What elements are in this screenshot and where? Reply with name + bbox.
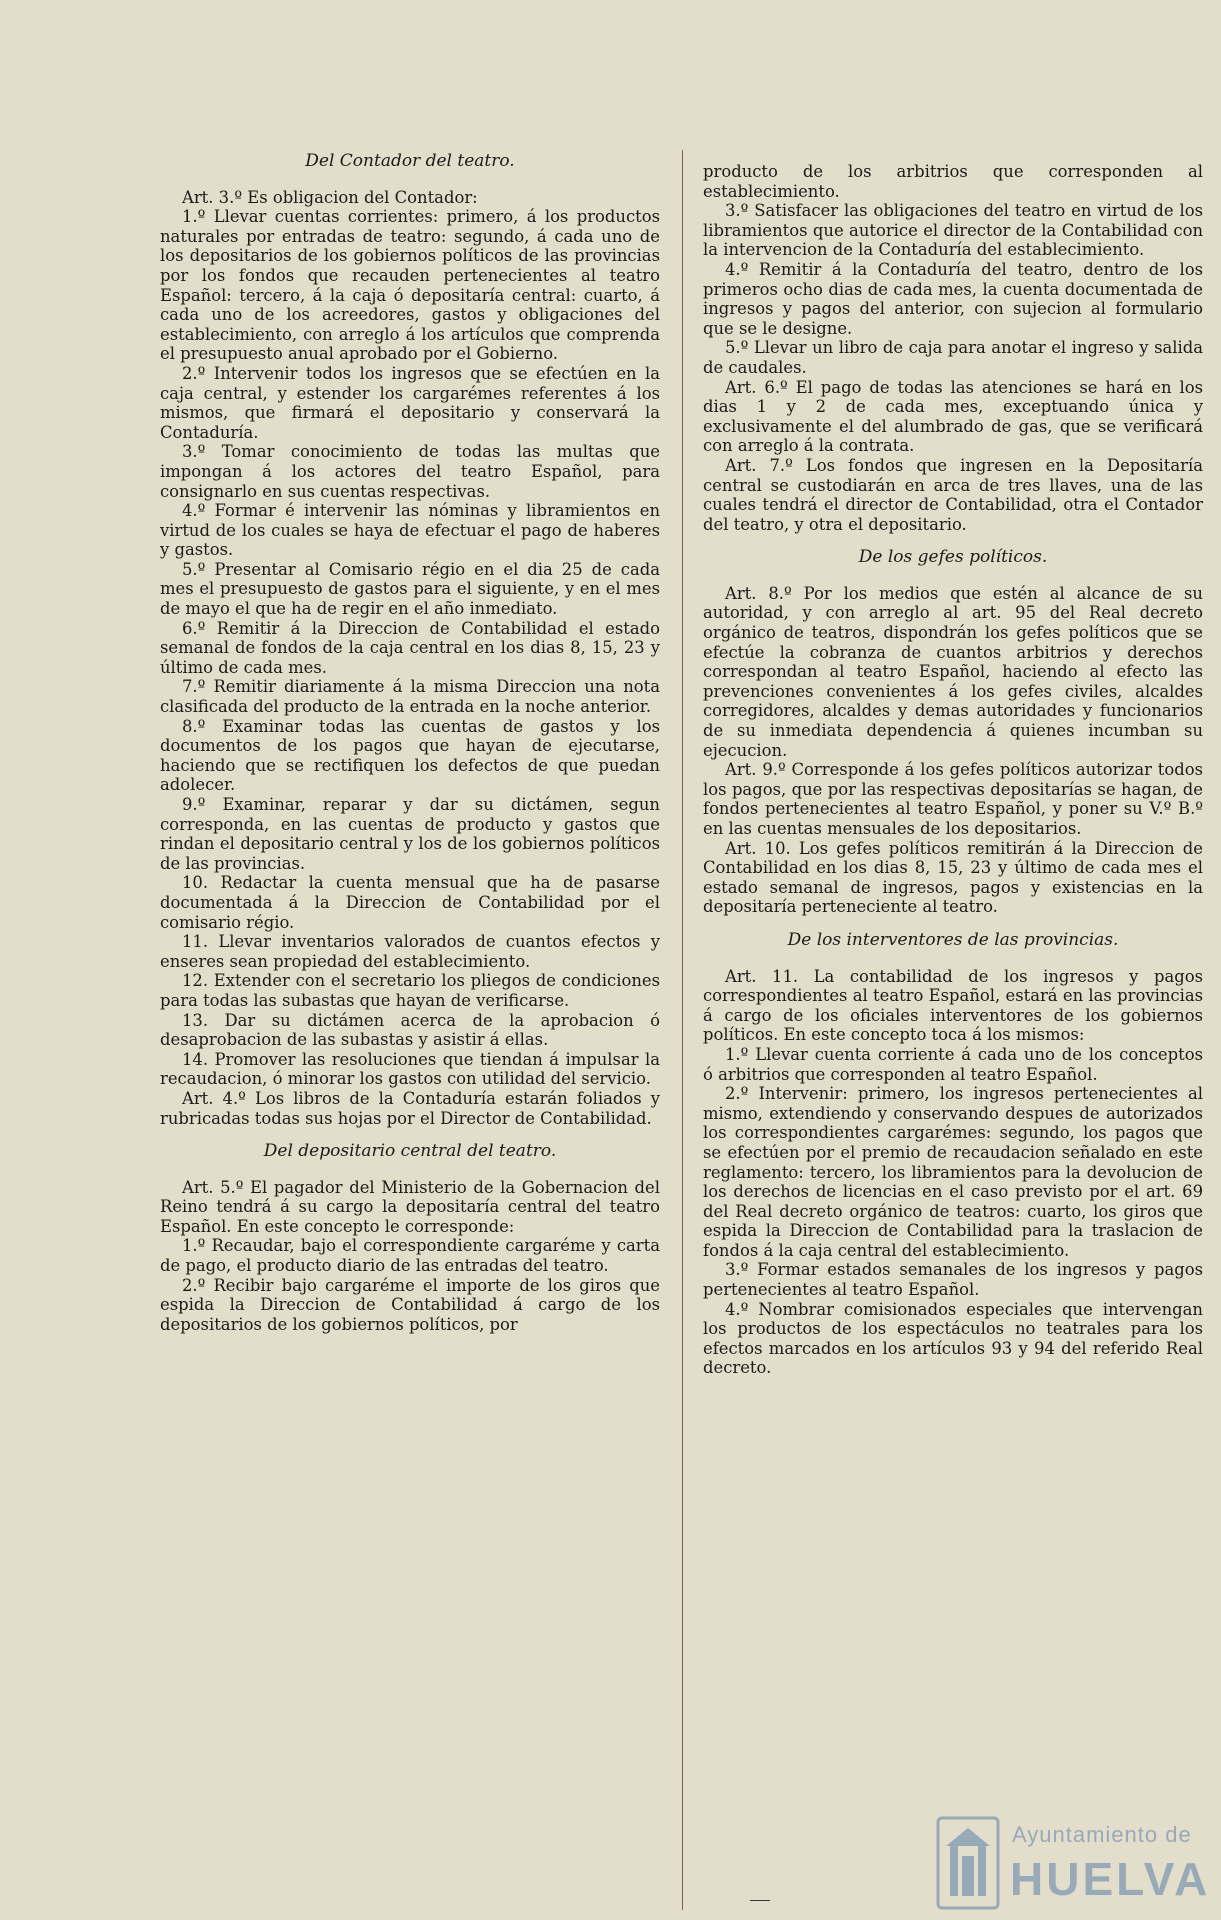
art-3-item-3: 3.º Tomar conocimiento de todas las multas que impongan á los actores del teatro Español, para consignarlo en sus cuentas respectivas. <box>160 442 660 501</box>
art-3-item-12: 12. Extender con el secretario los pliegos de condiciones para todas las subastas que hayan de verificarse. <box>160 971 660 1010</box>
heading-interventores: De los interventores de las provincias. <box>787 929 1119 950</box>
heading-contador: Del Contador del teatro. <box>305 151 515 171</box>
art-5-item-3: 3.º Satisfacer las obligaciones del teatro en virtud de los libramientos que autorice el director de la Contabilidad con la intervencion de la Contaduría del establecimiento. <box>703 201 1203 260</box>
heading-depositario: Del depositario central del teatro. <box>263 1141 557 1162</box>
closing-dash <box>750 1900 770 1901</box>
art-10: Art. 10. Los gefes políticos remitirán á la Direccion de Contabilidad en los dias 8, 15, 23 y último de cada mes el estado semanal de ingresos, pagos y existencias en la depositaría perteneciente al teatro. <box>703 838 1203 917</box>
art-3-item-7: 7.º Remitir diariamente á la misma Direccion una nota clasificada del producto de la entrada en la noche anterior. <box>160 677 660 717</box>
art-11: Art. 11. La contabilidad de los ingresos y pagos correspondientes al teatro Español, estará en las provincias á cargo de los oficiales interventores de los gobiernos políticos. En este concepto toca á los mismos: <box>703 966 1203 1045</box>
art-4: Art. 4.º Los libros de la Contaduría estarán foliados y rubricadas todas sus hojas por el Director de Contabilidad. <box>160 1088 660 1128</box>
art-5-item-2-continued: producto de los arbitrios que corresponden al establecimiento. <box>703 162 1203 201</box>
art-5-item-4: 4.º Remitir á la Contaduría del teatro, dentro de los primeros ocho dias de cada mes, la cuenta documentada de ingresos y pagos del anterior, con sujecion al formulario que se le designe. <box>703 259 1203 338</box>
art-3-item-13: 13. Dar su dictámen acerca de la aprobacion ó desaprobacion de las subastas y asistir á ellas. <box>160 1010 660 1050</box>
watermark-line-2: HUELVA <box>1010 1853 1211 1905</box>
art-3-item-4: 4.º Formar é intervenir las nóminas y libramientos en virtud de los cuales se haya de efectuar el pago de haberes y gastos. <box>160 501 660 560</box>
art-5-item-2: 2.º Recibir bajo cargaréme el importe de los giros que espida la Direccion de Contabilidad á cargo de los depositarios de los gobiernos políticos, por <box>160 1275 660 1334</box>
art-5-item-5: 5.º Llevar un libro de caja para anotar el ingreso y salida de caudales. <box>703 338 1203 377</box>
watermark-line-1: Ayuntamiento de <box>1012 1822 1192 1847</box>
art-3-intro: Art. 3.º Es obligacion del Contador: <box>182 187 478 207</box>
art-7: Art. 7.º Los fondos que ingresen en la Depositaría central se custodiarán en arca de tres llaves, una de las cuales tendrá el director de Contabilidad, otra el Contador del teatro, y otra el depositario. <box>703 455 1203 534</box>
art-11-item-1: 1.º Llevar cuenta corriente á cada uno de los conceptos ó arbitrios que corresponden al teatro Español. <box>703 1044 1203 1084</box>
art-8: Art. 8.º Por los medios que estén al alcance de su autoridad, y con arreglo al art. 95 del Real decreto orgánico de teatros, dispondrán los gefes políticos que se efectúe la cobranza de cuantos arbitrios y derechos correspondan al teatro Español, haciendo al efecto las prevenciones convenientes á los gefes civiles, alcaldes corregidores, alcaldes y demas autoridades y funcionarios de su inmediata dependencia á quienes incumban su ejecucion. <box>703 583 1203 760</box>
art-3-item-8: 8.º Examinar todas las cuentas de gastos y los documentos de los pagos que hayan de ejecutarse, haciendo que se rectifiquen los defectos de que puedan adolecer. <box>160 716 660 795</box>
art-11-item-2: 2.º Intervenir: primero, los ingresos pertenecientes al mismo, extendiendo y conservando despues de autorizados los correspondientes cargarémes: segundo, los pagos que se efectúen por el premio de recaudacion señalado en este reglamento: tercero, los libramientos para la devolucion de los derechos de licencias en el caso previsto por el art. 69 del Real decreto orgánico de teatros: cuarto, los giros que espida la Direccion de Contabilidad para la traslacion de fondos á la caja central del establecimiento. <box>703 1084 1203 1260</box>
art-5: Art. 5.º El pagador del Ministerio de la Gobernacion del Reino tendrá á su cargo la depositaría central del teatro Español. En este concepto le corresponde: <box>160 1177 660 1236</box>
art-3-item-5: 5.º Presentar al Comisario régio en el dia 25 de cada mes el presupuesto de gastos para el siguiente, y en el mes de mayo el que ha de regir en el año inmediato. <box>160 559 660 619</box>
heading-gefes: De los gefes políticos. <box>858 547 1048 568</box>
art-9: Art. 9.º Corresponde á los gefes políticos autorizar todos los pagos, que por las respectivas depositarías se hagan, de fondos pertenecientes al teatro Español, y poner su V.º B.º en las cuentas mensuales de los depositarios. <box>703 760 1203 838</box>
art-5-item-1: 1.º Recaudar, bajo el correspondiente cargaréme y carta de pago, el producto diario de las entradas del teatro. <box>160 1236 660 1276</box>
art-3-item-10: 10. Redactar la cuenta mensual que ha de pasarse documentada á la Direccion de Contabilidad por el comisario régio. <box>160 873 660 932</box>
art-3-item-2: 2.º Intervenir todos los ingresos que se efectúen en la caja central, y estender los cargarémes referentes á los mismos, que firmará el depositario y conservará la Contaduría. <box>160 363 660 442</box>
art-11-item-4: 4.º Nombrar comisionados especiales que intervengan los productos de los espectáculos no teatrales para los efectos marcados en los artículos 93 y 94 del referido Real decreto. <box>703 1299 1203 1378</box>
art-3-item-14: 14. Promover las resoluciones que tiendan á impulsar la recaudacion, ó minorar los gastos con utilidad del servicio. <box>160 1049 660 1089</box>
art-3-item-11: 11. Llevar inventarios valorados de cuantos efectos y enseres sean propiedad del establecimiento. <box>160 932 660 971</box>
right-column <box>703 162 1203 1378</box>
column-divider <box>682 150 683 1910</box>
art-3-item-6: 6.º Remitir á la Direccion de Contabilidad el estado semanal de fondos de la caja central en los dias 8, 15, 23 y último de cada mes. <box>160 618 660 677</box>
art-6: Art. 6.º El pago de todas las atenciones se hará en los dias 1 y 2 de cada mes, exceptuando única y exclusivamente el del alumbrado de gas, que se verificará con arreglo á la contrata. <box>703 377 1203 456</box>
art-3-item-1: 1.º Llevar cuentas corrientes: primero, á los productos naturales por entradas de teatro: segundo, á cada uno de los depositarios de los gobiernos políticos de las provincias por los fondos que recauden pertenecientes al teatro Español: tercero, á la caja ó depositaría central: cuarto, á cada uno de los acreedores, gastos y obligaciones del establecimiento, con arreglo á los artículos que comprenda el presupuesto anual aprobado por el Gobierno. <box>160 207 660 364</box>
ayuntamiento-huelva-watermark <box>936 1816 1211 1912</box>
art-3-item-9: 9.º Examinar, reparar y dar su dictámen, segun corresponda, en las cuentas de producto y gastos que rindan el depositario central y los de los gobiernos políticos de las provincias. <box>160 795 660 873</box>
coat-of-arms-icon <box>936 1816 1000 1910</box>
art-11-item-3: 3.º Formar estados semanales de los ingresos y pagos pertenecientes al teatro Español. <box>703 1260 1203 1300</box>
left-column <box>160 152 660 1334</box>
